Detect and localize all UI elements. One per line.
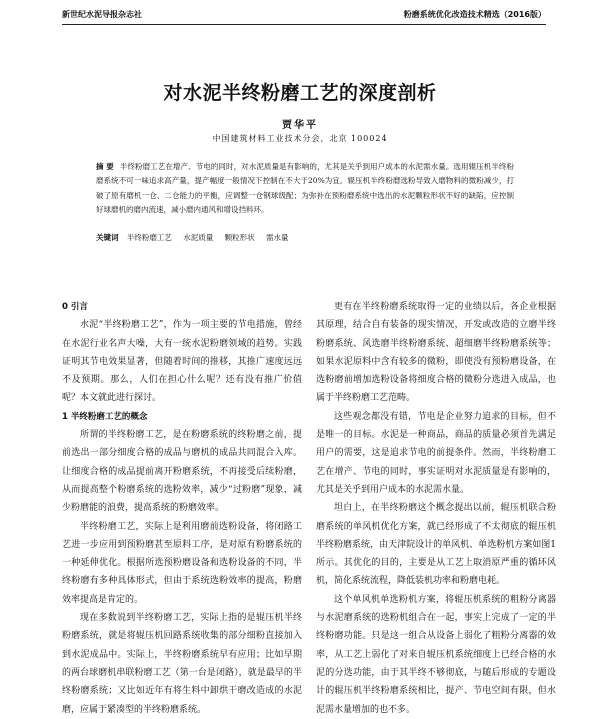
section-heading-concept: 1 半终粉磨工艺的概念	[62, 411, 148, 422]
section-heading-intro: 0 引言	[62, 302, 88, 312]
keywords-label: 关键词	[96, 233, 119, 242]
abstract-text: 半终粉磨工艺在增产、节电的同时，对水泥质量是有影响的，尤其是关乎到用户成本的水泥需水量。选用辊压机半终粉磨系统不可一味追求高产量，提产幅度一般情况下控制在不大于20%为宜。辊压机半终粉磨选粉导致入磨物料的微粉减少，打破了原有磨机一仓、二仓能力的平衡，应调整一仓钢球级配；为弥补在预粉磨系统中选出的水泥颗粒形状不好的缺陷，应控制好球磨机的磨内流速，减小磨内通风和增设挡料环。	[96, 162, 514, 214]
keyword: 颗粒形状	[224, 233, 255, 242]
paragraph: 坦白上，在半终粉磨这个概念提出以前，辊压机联合粉磨系统的单风机优化方案，就已经形成了不太彻底的辊压机半终粉磨系统，由天津院设计的单风机、单选粉机方案如图1所示。其优化的目的，主要是从工艺上取消原严重的循环风机，简化系统流程，降低装机功率和粉磨电耗。	[316, 503, 556, 587]
keyword: 水泥质量	[183, 233, 214, 242]
running-header	[62, 6, 546, 25]
article-title: 对水泥半终粉磨工艺的深度剖析	[163, 82, 437, 104]
abstract	[96, 160, 514, 217]
header-collection: 粉磨系统优化改造技术精选（2016版）	[403, 10, 546, 19]
paragraph: 现在多数说到半终粉磨工艺，实际上指的是辊压机半终粉磨系统，就是将辊压机回路系统收集的部分细粉直接加入到水泥成品中。实际上，半终粉磨系统早有应用；比如早期的两台球磨机串联粉磨工艺（第一台是闭路），就是最早的半终粉磨系统；又比如近年有将生料中卸烘干磨改造成的水泥磨，应属于紧凑型的半终粉磨系统。	[62, 613, 302, 715]
keyword: 需水量	[266, 233, 289, 242]
paragraph: 这个单风机单选粉机方案，将辊压机系统的粗粉分离器与水泥磨系统的选粉机组合在一起，事实上完成了一定的半终粉磨功能。只是这一组合从设备上弱化了粗粉分离器的效率，从工艺上弱化了对来自辊压机系统细度上已经合格的水泥的分选功能，由于其半终不够彻底，与随后形成的专题设计的辊压机半终粉磨系统相比，提产、节电空间有限，但水泥需水量增加的也不多。	[316, 594, 556, 715]
keyword: 半终粉磨工艺	[126, 233, 172, 242]
paragraph: 这些观念都没有错，节电是企业努力追求的目标，但不是唯一的目标。水泥是一种商品，商品的质量必须首先满足用户的需要，这是追求节电的前提条件。然而，半终粉磨工艺在增产、节电的同时，事实证明对水泥质量是有影响的，尤其是关乎到用户成本的水泥需水量。	[316, 411, 556, 495]
header-journal: 新世纪水泥导报杂志社	[62, 10, 142, 19]
right-column	[316, 298, 556, 719]
left-column	[62, 298, 302, 719]
keywords	[96, 232, 514, 243]
paragraph: 所谓的半终粉磨工艺，是在粉磨系统的终粉磨之前，提前选出一部分细度合格的成品与磨机的成品共同混合入库。让细度合格的成品提前离开粉磨系统，不再接受后续粉磨，从而提高整个粉磨系统的选粉效率，减少“过粉磨”现象，减少粉磨能的浪费，提高系统的粉磨效率。	[62, 430, 302, 514]
paragraph: 半终粉磨工艺，实际上是利用磨前选粉设备，将闭路工艺进一步应用到预粉磨甚至原料工序，是对原有粉磨系统的一种延伸优化。根据所选预粉磨设备和选粉设备的不同，半终粉磨有多种具体形式，但由于系统选粉效率的提高，粉磨效率提高是肯定的。	[62, 521, 302, 605]
paragraph: 水泥“半终粉磨工艺”，作为一项主要的节电措施，曾经在水泥行业名声大噪，大有一统水泥粉磨领域的趋势。实践证明其节电效果显著，但随着时间的推移，其推广速度远远不及预期。那么，人们在担心什么呢？还有没有推广价值呢？本文就此进行探讨。	[62, 320, 302, 404]
author-affiliation: 中国建筑材料工业技术分会，北京 100024	[212, 134, 388, 143]
author-name: 贾华平	[282, 120, 318, 131]
paragraph: 更有在半终粉磨系统取得一定的业绩以后，各企业根据其原理，结合自有装备的现实情况，开发或改造的立磨半终粉磨系统、风选磨半终粉磨系统、超细磨半终粉磨系统等；如果水泥原料中含有较多的微粉，即使没有预粉磨设备，在选粉磨前增加选粉设备将细度合格的微粉分选进入成品，也属于半终粉磨工艺范畴。	[316, 302, 556, 404]
abstract-label: 摘 要	[96, 162, 114, 171]
